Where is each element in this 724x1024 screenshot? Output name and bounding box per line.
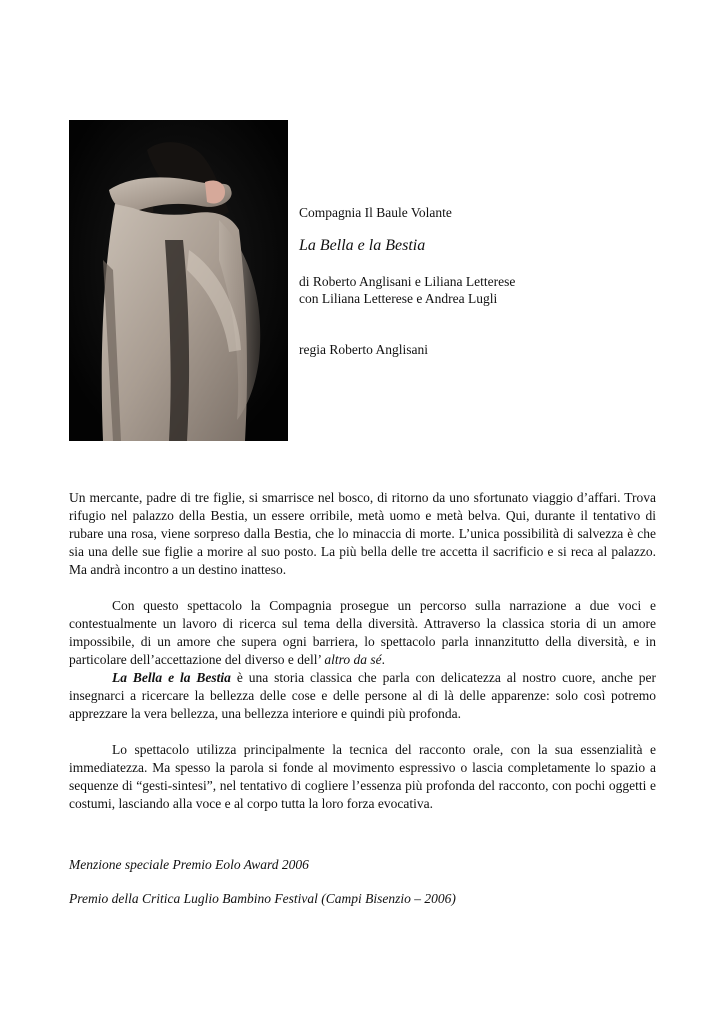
meaning-text: è una storia classica che parla con delicatezza al nostro cuore, anche per insegnarci a ricercare la bellezza delle cose e delle persone al di là delle apparenze: solo così potremo apprezzare la vera bellezza, una bellezza interiore e quindi più profonda.	[69, 670, 656, 721]
authors-line: di Roberto Anglisani e Liliana Letterese	[299, 274, 516, 289]
synopsis-paragraph: Un mercante, padre di tre figlie, si smarrisce nel bosco, di ritorno da uno sfortunato viaggio d’affari. Trova rifugio nel palazzo della Bestia, un essere orribile, metà uomo e metà belva. Qui, durante il tentativo di rubare una rosa, viene sorpreso dalla Bestia, che lo minaccia di morte. L’unica possibilità di salvezza è che sia una delle sue figlie a morire al suo posto. La più bella delle tre accetta il sacrificio e si reca al palazzo. Ma andrà incontro a un destino inatteso.	[69, 490, 656, 577]
project-paragraph	[69, 597, 656, 669]
project-end: .	[381, 652, 385, 667]
company-name: Compagnia Il Baule Volante	[299, 205, 452, 220]
project-italic-phrase: altro da sé	[324, 652, 382, 667]
project-text: Con questo spettacolo la Compagnia prosegue un percorso sulla narrazione a due voci e contestualmente un lavoro di ricerca sul tema della diversità. Attraverso la classica storia di un amore impossibile, di un amore che supera ogni barriera, lo spettacolo parla innanzitutto della diversità, e in particolare dell’accettazione del diverso e dell’	[69, 598, 656, 667]
meaning-paragraph	[69, 669, 656, 723]
show-title: La Bella e la Bestia	[299, 237, 426, 254]
performer-figure-image	[69, 120, 288, 441]
director-line: regia Roberto Anglisani	[299, 342, 428, 357]
description-body	[69, 489, 656, 813]
meaning-title: La Bella e la Bestia	[112, 670, 231, 685]
award-eolo: Menzione speciale Premio Eolo Award 2006	[69, 857, 309, 872]
credits-block	[299, 273, 515, 307]
award-critica: Premio della Critica Luglio Bambino Festival (Campi Bisenzio – 2006)	[69, 891, 456, 906]
technique-paragraph: Lo spettacolo utilizza principalmente la tecnica del racconto orale, con la sua essenzialità e immediatezza. Ma spesso la parola si fonde al movimento espressivo o lascia completamente lo spazio a sequenze di “gesti-sintesi”, nel tentativo di cogliere l’essenza più profonda del racconto, con pochi oggetti e costumi, lasciando alla voce e al corpo tutta la loro forza evocativa.	[69, 742, 656, 811]
performance-photo	[69, 120, 288, 441]
cast-line: con Liliana Letterese e Andrea Lugli	[299, 291, 498, 306]
